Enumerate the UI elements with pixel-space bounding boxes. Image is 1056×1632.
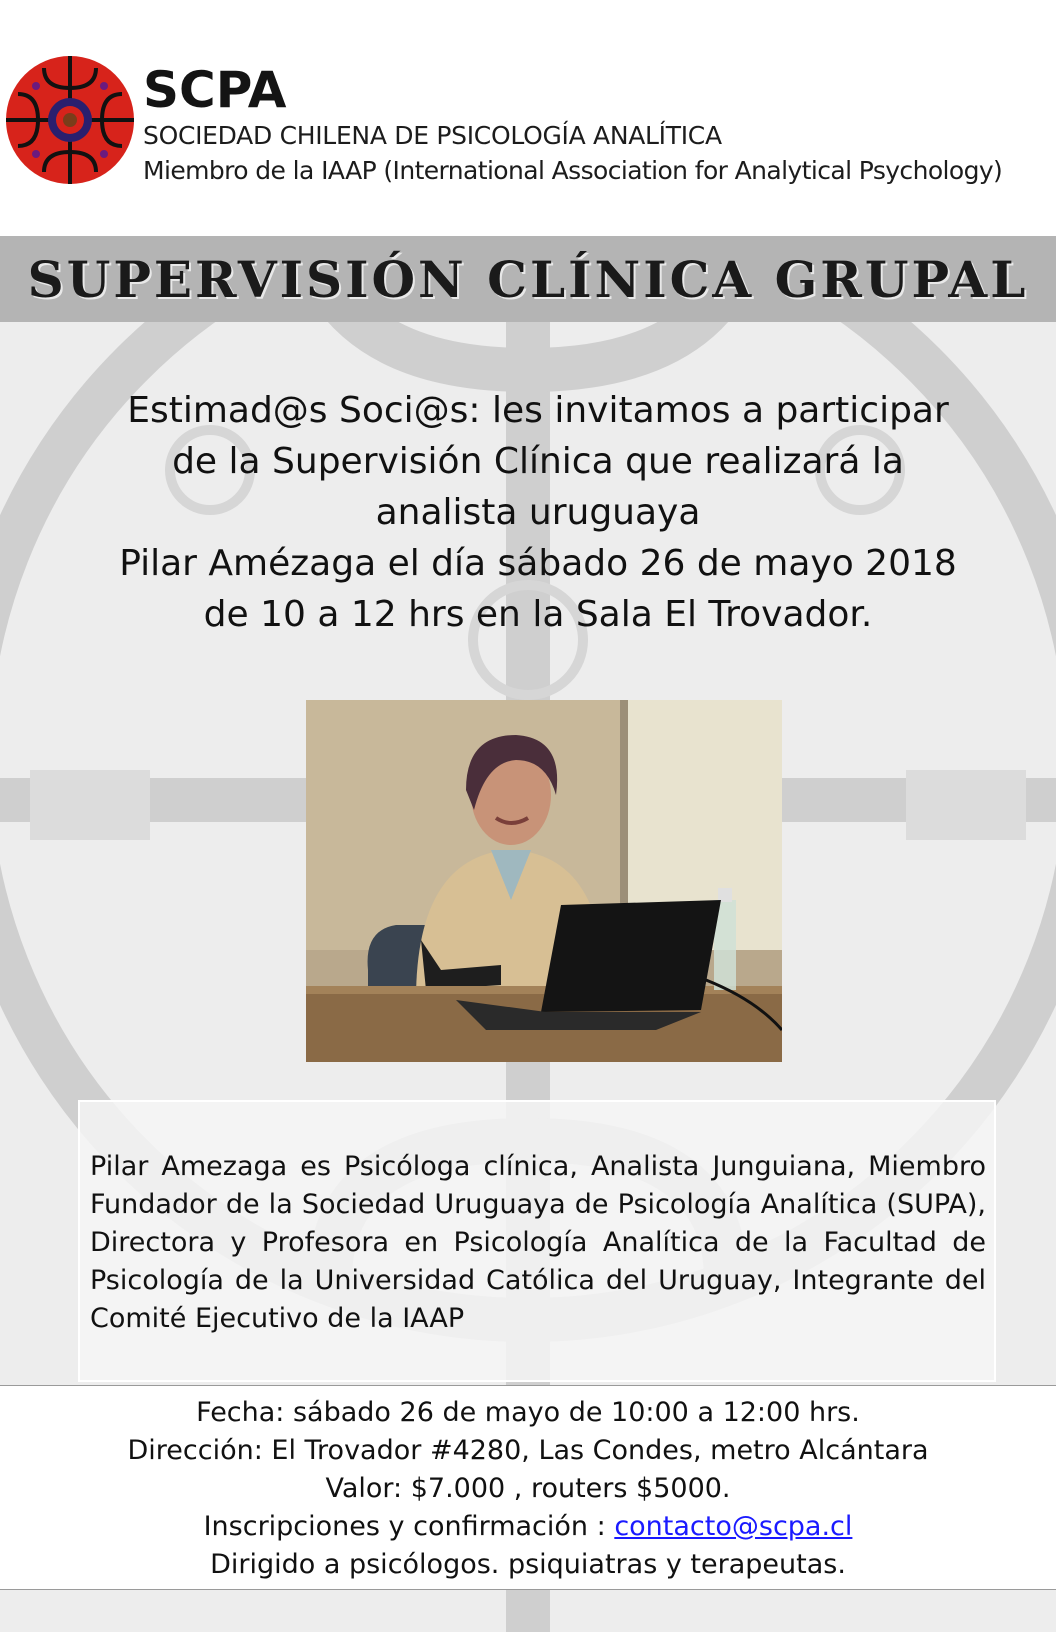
intro-line: Estimad@s Soci@s: les invitamos a participar <box>127 390 949 431</box>
page-title: SUPERVISIÓN CLÍNICA GRUPAL <box>27 249 1029 309</box>
intro-line: de la Supervisión Clínica que realizará la <box>172 441 904 482</box>
address-line: Dirección: El Trovador #4280, Las Condes, metro Alcántara <box>127 1435 929 1466</box>
speaker-photo <box>306 700 782 1062</box>
intro-line: Pilar Amézaga el día sábado 26 de mayo 2018 <box>119 543 957 584</box>
audience-line: Dirigido a psicólogos. psiquiatras y terapeutas. <box>210 1549 846 1580</box>
registration-label: Inscripciones y confirmación : <box>203 1511 615 1542</box>
date-line: Fecha: sábado 26 de mayo de 10:00 a 12:00 hrs. <box>196 1397 860 1428</box>
bio-text: Pilar Amezaga es Psicóloga clínica, Analista Junguiana, Miembro Fundador de la Sociedad Uruguaya de Psicología Analítica (SUPA), Directora y Profesora en Psicología Analítica de la Facultad de Psicología de la Universidad Católica del Uruguay, Integrante del Comité Ejecutivo de la IAAP <box>90 1151 986 1334</box>
title-band <box>0 236 1056 322</box>
event-info-box <box>0 1385 1056 1590</box>
intro-line: de 10 a 12 hrs en la Sala El Trovador. <box>203 594 873 635</box>
registration-line <box>0 1508 1056 1546</box>
header <box>0 0 1056 236</box>
scpa-logo-icon <box>4 54 136 186</box>
org-membership-line: Miembro de la IAAP (International Association for Analytical Psychology) <box>143 156 1003 185</box>
bio-box <box>78 1100 996 1382</box>
org-short-name: SCPA <box>143 61 287 119</box>
org-full-name: SOCIEDAD CHILENA DE PSICOLOGÍA ANALÍTICA <box>143 121 722 150</box>
contact-email-link[interactable]: contacto@scpa.cl <box>614 1511 853 1542</box>
intro-paragraph <box>60 385 1016 640</box>
intro-line: analista uruguaya <box>375 492 701 533</box>
price-line: Valor: $7.000 , routers $5000. <box>325 1473 731 1504</box>
